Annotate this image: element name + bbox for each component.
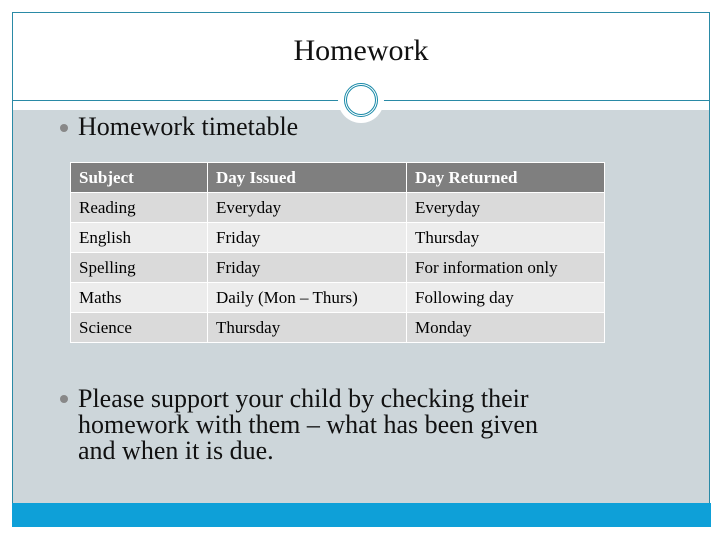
- table-row: [71, 223, 605, 253]
- bullet-homework-timetable: Homework timetable: [78, 112, 299, 141]
- table-header-row: [71, 163, 605, 193]
- table-row: [71, 193, 605, 223]
- cell-subject: Spelling: [71, 253, 208, 283]
- footer-band: [12, 503, 711, 527]
- header-day-returned: Day Returned: [407, 163, 605, 193]
- table-row: [71, 253, 605, 283]
- cell-day-returned: Thursday: [407, 223, 605, 253]
- cell-day-issued: Thursday: [208, 313, 407, 343]
- table-row: [71, 283, 605, 313]
- cell-subject: Science: [71, 313, 208, 343]
- header-day-issued: Day Issued: [208, 163, 407, 193]
- cell-day-issued: Friday: [208, 253, 407, 283]
- bullet-icon: [60, 395, 68, 403]
- cell-day-issued: Everyday: [208, 193, 407, 223]
- bullet-line: homework with them – what has been given: [78, 410, 538, 439]
- cell-day-returned: For information only: [407, 253, 605, 283]
- cell-day-returned: Monday: [407, 313, 605, 343]
- bullet-line: Please support your child by checking their: [78, 384, 529, 413]
- slide-title: Homework: [293, 34, 429, 67]
- cell-subject: Maths: [71, 283, 208, 313]
- cell-day-issued: Daily (Mon – Thurs): [208, 283, 407, 313]
- cell-day-issued: Friday: [208, 223, 407, 253]
- bullet-line: and when it is due.: [78, 436, 274, 465]
- bullet-support-text: [78, 386, 538, 464]
- cell-day-returned: Everyday: [407, 193, 605, 223]
- cell-day-returned: Following day: [407, 283, 605, 313]
- header-subject: Subject: [71, 163, 208, 193]
- cell-subject: Reading: [71, 193, 208, 223]
- table-row: [71, 313, 605, 343]
- bullet-icon: [60, 124, 68, 132]
- circle-ornament-icon: [338, 77, 384, 123]
- cell-subject: English: [71, 223, 208, 253]
- homework-table: [70, 162, 605, 343]
